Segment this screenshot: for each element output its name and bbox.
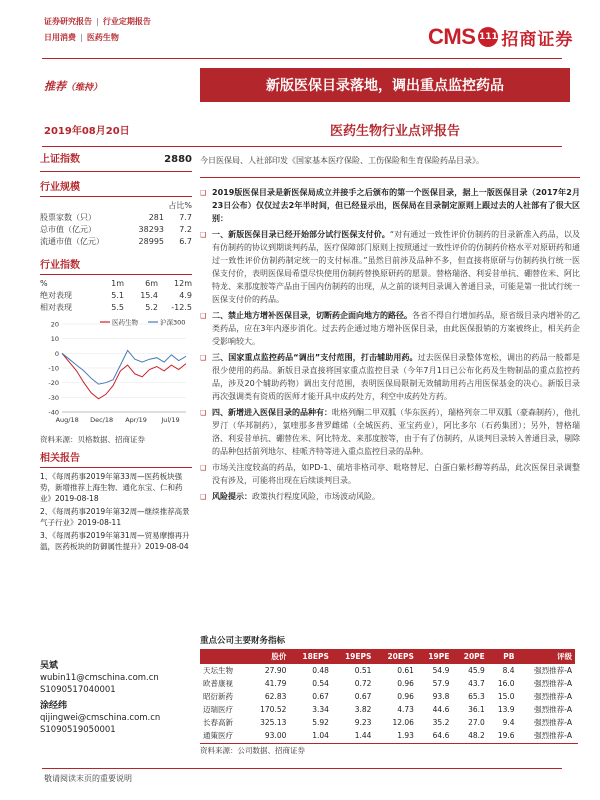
y-tick-label: 20	[50, 320, 59, 329]
table-row	[200, 729, 575, 742]
industry-share: 7.7	[179, 213, 192, 222]
bullet-list	[200, 186, 580, 504]
industry-head: 行业规模	[40, 182, 80, 193]
bullet-paragraph	[200, 186, 580, 225]
financial-table-title: 重点公司主要财务指标	[200, 636, 286, 646]
nav-item: 日用消费	[44, 33, 76, 42]
industry-row	[40, 212, 192, 224]
industry-header-row	[40, 200, 192, 212]
industry-row	[40, 224, 192, 236]
series-line	[62, 353, 186, 399]
rating-label: 推荐	[44, 80, 66, 93]
table-cell: 0.61	[397, 666, 414, 675]
bullet-text	[212, 351, 580, 403]
bullet-bold-lead: 三、国家重点监控药品“调出”支付范围，打击辅助用药。	[212, 353, 418, 362]
table-header-cell: 19PE	[417, 649, 452, 664]
bullet-body: 市场关注度较高的药品，如PD-1、硫培非格司亭、吡咯替尼、白蛋白紫杉醇等药品，此次医保目录调整没有涉及，可能将出现在后续谈判目录。	[212, 463, 580, 485]
performance-value: 5.2	[145, 303, 158, 312]
table-cell: 27.90	[264, 666, 287, 675]
industry-row	[40, 236, 192, 248]
performance-col: 6m	[145, 279, 158, 288]
table-row	[200, 716, 575, 729]
bullet-paragraph	[200, 309, 580, 348]
table-cell: 36.1	[468, 705, 485, 714]
performance-value: 15.4	[140, 291, 158, 300]
table-cell: 5.92	[312, 718, 329, 727]
bullet-square-icon: ❑	[200, 189, 207, 197]
bullet-text	[212, 186, 580, 225]
report-title: 新版医保目录落地，调出重点监控药品	[200, 68, 570, 102]
logo-cms-text: CMS	[428, 24, 476, 49]
related-reports	[40, 471, 192, 552]
table-cell: 13.9	[497, 705, 515, 714]
industry-table	[40, 212, 192, 248]
divider	[40, 274, 192, 275]
bullet-bold-lead: 二、禁止地方增补医保目录，切断药企面向地方的路径。	[212, 311, 412, 320]
table-cell: 93.00	[264, 731, 287, 740]
table-cell: 0.72	[354, 679, 372, 688]
y-tick-label: -30	[48, 393, 59, 402]
analyst-id: S1090519050001	[40, 725, 116, 735]
bullet-paragraph	[200, 406, 580, 458]
bullet-square-icon: ❑	[200, 312, 207, 320]
y-tick-label: -10	[48, 364, 59, 373]
performance-value: -12.5	[171, 303, 192, 312]
table-header-cell: 股价	[247, 649, 289, 664]
analyst-email[interactable]: wubin11@cmschina.com.cn	[40, 673, 159, 683]
industry-value: 281	[148, 213, 164, 222]
table-cell: 93.8	[432, 692, 450, 701]
table-cell: 8.4	[502, 666, 515, 675]
y-tick-label: 10	[50, 335, 59, 344]
table-cell: 170.52	[260, 705, 287, 714]
analyst-block	[40, 660, 160, 736]
table-cell: 43.7	[468, 679, 485, 688]
bullet-text	[212, 406, 580, 458]
table-cell: 35.2	[432, 718, 450, 727]
index-value: 2880	[164, 154, 192, 165]
table-cell: 1.93	[397, 731, 414, 740]
table-cell: 65.3	[468, 692, 485, 701]
y-tick-label: -40	[48, 408, 59, 417]
divider	[40, 171, 192, 172]
intro-text: 今日医保局、人社部印发《国家基本医疗保险、工伤保险和生育保险药品目录》。	[200, 156, 484, 165]
bullet-body: “对有通过一致性评价仿制药的目录新准入药品，以及有仿制药的协议到期谈判药品，医疗保障部门原则上按照通过一致性评价的仿制药价格水平对原研药和通过一致性评价仿制药制定统一的支付标准。”虽然目前涉及品种不多，但直接将原研与仿制药执行统一医保支付价，表明医保局希望尽快使用仿制药替换原研药的愿景。替格瑞洛、利妥昔单抗、硼替佐米、阿比特龙、来那度胺等产品由于国内仿制药的出现，从之前的谈判目录调入普通目录，可能是第一批试行统一医保支付价的药品。	[212, 230, 580, 304]
index-chart	[40, 316, 192, 434]
index-row	[40, 152, 192, 168]
table-cell: 54.9	[432, 666, 450, 675]
header-rule	[42, 58, 562, 59]
bullet-bold-lead: 风险提示：	[212, 492, 252, 501]
table-cell: 1.44	[354, 731, 372, 740]
table-cell: 0.96	[397, 679, 414, 688]
x-tick-label: Apr/19	[125, 416, 147, 424]
table-cell: 27.0	[468, 718, 485, 727]
share-label: 占比%	[168, 201, 192, 210]
bullet-text	[212, 490, 580, 504]
footer-rule	[42, 768, 562, 769]
table-cell: 天坛生物	[203, 666, 233, 675]
bullet-text	[212, 228, 580, 306]
table-cell: 0.51	[354, 666, 372, 675]
table-cell: 4.73	[397, 705, 414, 714]
table-cell: 通策医疗	[203, 731, 233, 740]
bullet-body: 过去医保目录整体宽松，调出的药品一般都是很少使用的药品。新版目录直接将国家重点监控目录（今年7月1日已公布化药及生物制品的重点监控药品，涉及20个辅助药物）调出支付范围，表明医保局限制无效辅助用药占用医保基金的决心。新版目录再次强调类有资质的医师才能开具中成药处方，利空中成药处方药。	[212, 353, 581, 401]
table-cell: 48.2	[468, 731, 485, 740]
logo-badge-icon: 111	[478, 27, 498, 47]
table-cell: 强烈推荐-A	[534, 692, 572, 701]
industry-value: 28995	[138, 237, 164, 246]
table-cell: 0.67	[354, 692, 372, 701]
table-cell: 欧普康视	[203, 679, 233, 688]
table-cell: 9.4	[502, 718, 515, 727]
financial-table	[200, 649, 575, 742]
bullet-paragraph	[200, 461, 580, 487]
table-header-cell: 18EPS	[289, 649, 332, 664]
bullet-square-icon: ❑	[200, 464, 207, 472]
performance-value: 5.1	[111, 291, 124, 300]
table-cell: 0.48	[312, 666, 329, 675]
analyst-id: S1090517040001	[40, 685, 116, 695]
related-report-item[interactable]: 1、《每周药事2019年第33周—医药板块强势，新增推荐上海生物、通化东宝、仁和药业》2019-08-18	[40, 472, 183, 503]
divider	[40, 467, 192, 468]
performance-col: 12m	[174, 279, 192, 288]
table-cell: 62.83	[264, 692, 287, 701]
table-cell: 0.67	[312, 692, 329, 701]
performance-value: 4.9	[179, 291, 192, 300]
main-content	[200, 154, 580, 507]
x-tick-label: Jul/19	[161, 416, 180, 424]
bullet-bold-lead: 一、新版医保目录已经开始部分试行医保支付价。	[212, 230, 390, 239]
x-tick-label: Dec/18	[90, 416, 114, 424]
table-header-cell: PB	[488, 649, 518, 664]
table-cell: 16.0	[497, 679, 515, 688]
performance-table	[40, 278, 192, 314]
report-category-nav: 证券研究报告 | 行业定期报告 日用消费 | 医药生物	[44, 17, 151, 42]
report-subtitle: 医药生物行业点评报告	[330, 124, 461, 139]
table-cell: 9.23	[354, 718, 372, 727]
nav-item: 医药生物	[86, 33, 119, 42]
title-rule	[42, 146, 562, 147]
table-cell: 0.54	[312, 679, 329, 688]
y-tick-label: 0	[54, 349, 59, 358]
table-header-cell	[200, 649, 247, 664]
bullet-bold-lead: 2019版医保目录是新医保局成立并接手之后颁布的第一个医保目录，据上一版医保目录（2017年2月23日公布）仅仅过去2年半时间，但已经显示出，医保局在目录制定原则上跟过去的人社部有了很大区别：	[212, 188, 580, 223]
y-tick-label: -20	[48, 379, 59, 388]
cms-logo	[428, 20, 573, 54]
bullet-text	[212, 309, 580, 348]
table-cell: 迈瑞医疗	[203, 705, 233, 714]
table-cell: 昭衍新药	[203, 692, 233, 701]
table-cell: 15.0	[497, 692, 515, 701]
series-line	[62, 350, 186, 384]
performance-col: %	[40, 279, 48, 288]
legend-label: 沪深300	[160, 318, 186, 327]
table-cell: 1.04	[312, 731, 329, 740]
table-cell: 45.9	[468, 666, 485, 675]
legend-label: 医药生物	[112, 318, 138, 327]
table-cell: 64.6	[432, 731, 450, 740]
table-cell: 41.79	[264, 679, 287, 688]
related-head: 相关报告	[40, 453, 80, 464]
bullet-square-icon: ❑	[200, 409, 207, 417]
table-row	[200, 690, 575, 703]
table-cell: 强烈推荐-A	[534, 679, 572, 688]
bullet-paragraph	[200, 490, 580, 504]
performance-row	[40, 290, 192, 302]
performance-header-row	[40, 278, 192, 290]
bullet-square-icon: ❑	[200, 493, 207, 501]
performance-value: 5.5	[111, 303, 124, 312]
bullet-bold-lead: 四、新增进入医保目录的品种有：	[212, 408, 332, 417]
industry-value: 38293	[138, 225, 164, 234]
industry-label: 流通市值（亿元）	[40, 237, 104, 246]
table-cell: 3.34	[312, 705, 329, 714]
x-tick-label: Aug/18	[55, 416, 79, 424]
performance-row	[40, 302, 192, 314]
performance-col: 1m	[111, 279, 124, 288]
analyst-name: 涂经纬	[40, 701, 68, 711]
divider	[200, 177, 580, 178]
financial-table-block	[200, 634, 578, 756]
bullet-body: 各省不得自行增加药品，原省级目录内增补的乙类药品，应在3年内逐步消化。过去药企通过地方增补医保目录，由此医保报销的方案被终止，相关药企受影响较大。	[212, 311, 580, 346]
table-cell: 12.06	[392, 718, 414, 727]
table-cell: 44.6	[432, 705, 450, 714]
table-header-cell: 评级	[518, 649, 575, 664]
sidebar	[40, 152, 192, 554]
divider	[40, 196, 192, 197]
index-chart-svg	[40, 316, 192, 434]
chart-source: 资料来源：贝格数据、招商证券	[40, 435, 145, 444]
rating	[44, 78, 102, 94]
table-row	[200, 677, 575, 690]
rating-qualifier: （维持）	[66, 83, 103, 93]
table-cell: 57.9	[432, 679, 450, 688]
table-header-row	[200, 649, 575, 664]
bullet-square-icon: ❑	[200, 231, 207, 239]
bullet-text	[212, 461, 580, 487]
table-cell: 强烈推荐-A	[534, 705, 572, 714]
table-header-cell: 20EPS	[374, 649, 417, 664]
report-date: 2019年08月20日	[44, 126, 130, 137]
bullet-body: 政策执行程度风险，市场波动风险。	[252, 492, 380, 501]
footer-note: 敬请阅读末页的重要说明	[44, 774, 132, 783]
table-cell: 0.96	[397, 692, 414, 701]
bullet-paragraph	[200, 351, 580, 403]
index-label: 上证指数	[40, 154, 80, 165]
industry-share: 7.2	[179, 225, 192, 234]
bullet-body: 吡格列酮二甲双胍（华东医药），瑞格列奈二甲双胍（豪森制药），他扎罗汀（华邦制药），氯喹那多普罗雌烯（全城医药、亚宝药业），阿比多尔（石药集团）；另外，替格瑞洛、利妥昔单抗、硼替佐米、阿比特龙、来那度胺等，由于有了仿制药，从谈判目录转入普通目录，剔除的品种包括前列地尔、桂哌齐特等进入重点监控目录的品种。	[212, 408, 580, 456]
industry-label: 总市值（亿元）	[40, 225, 96, 234]
nav-item: 证券研究报告	[44, 17, 92, 26]
table-header-cell: 19EPS	[332, 649, 375, 664]
table-row	[200, 703, 575, 716]
table-cell: 强烈推荐-A	[534, 731, 572, 740]
performance-label: 相对表现	[40, 303, 72, 312]
table-cell: 3.82	[354, 705, 372, 714]
table-cell: 325.13	[260, 718, 287, 727]
performance-head: 行业指数	[40, 260, 80, 271]
table-row	[200, 664, 575, 677]
analyst-email[interactable]: qijingwei@cmschina.com.cn	[40, 713, 161, 723]
logo-cn-text: 招商证券	[501, 29, 574, 50]
table-cell: 强烈推荐-A	[534, 666, 572, 675]
nav-item: 行业定期报告	[102, 17, 151, 26]
table-cell: 强烈推荐-A	[534, 718, 572, 727]
bullet-paragraph	[200, 228, 580, 306]
industry-label: 股票家数（只）	[40, 213, 96, 222]
related-report-item[interactable]: 2、《每周药事2019年第32周—继续推荐高景气子行业》2019-08-11	[40, 507, 190, 527]
table-header-cell: 20PE	[452, 649, 487, 664]
table-cell: 19.6	[497, 731, 515, 740]
table-cell: 长春高新	[203, 718, 233, 727]
performance-label: 绝对表现	[40, 291, 72, 300]
analyst-name: 吴斌	[40, 661, 59, 671]
financial-table-source: 资料来源：公司数据、招商证券	[200, 743, 578, 756]
industry-share: 6.7	[179, 237, 192, 246]
bullet-square-icon: ❑	[200, 354, 207, 362]
related-report-item[interactable]: 3、《每周药事2019年第31周—贸易摩擦再升温，医药板块的防御属性提升》2019-08-04	[40, 531, 190, 551]
